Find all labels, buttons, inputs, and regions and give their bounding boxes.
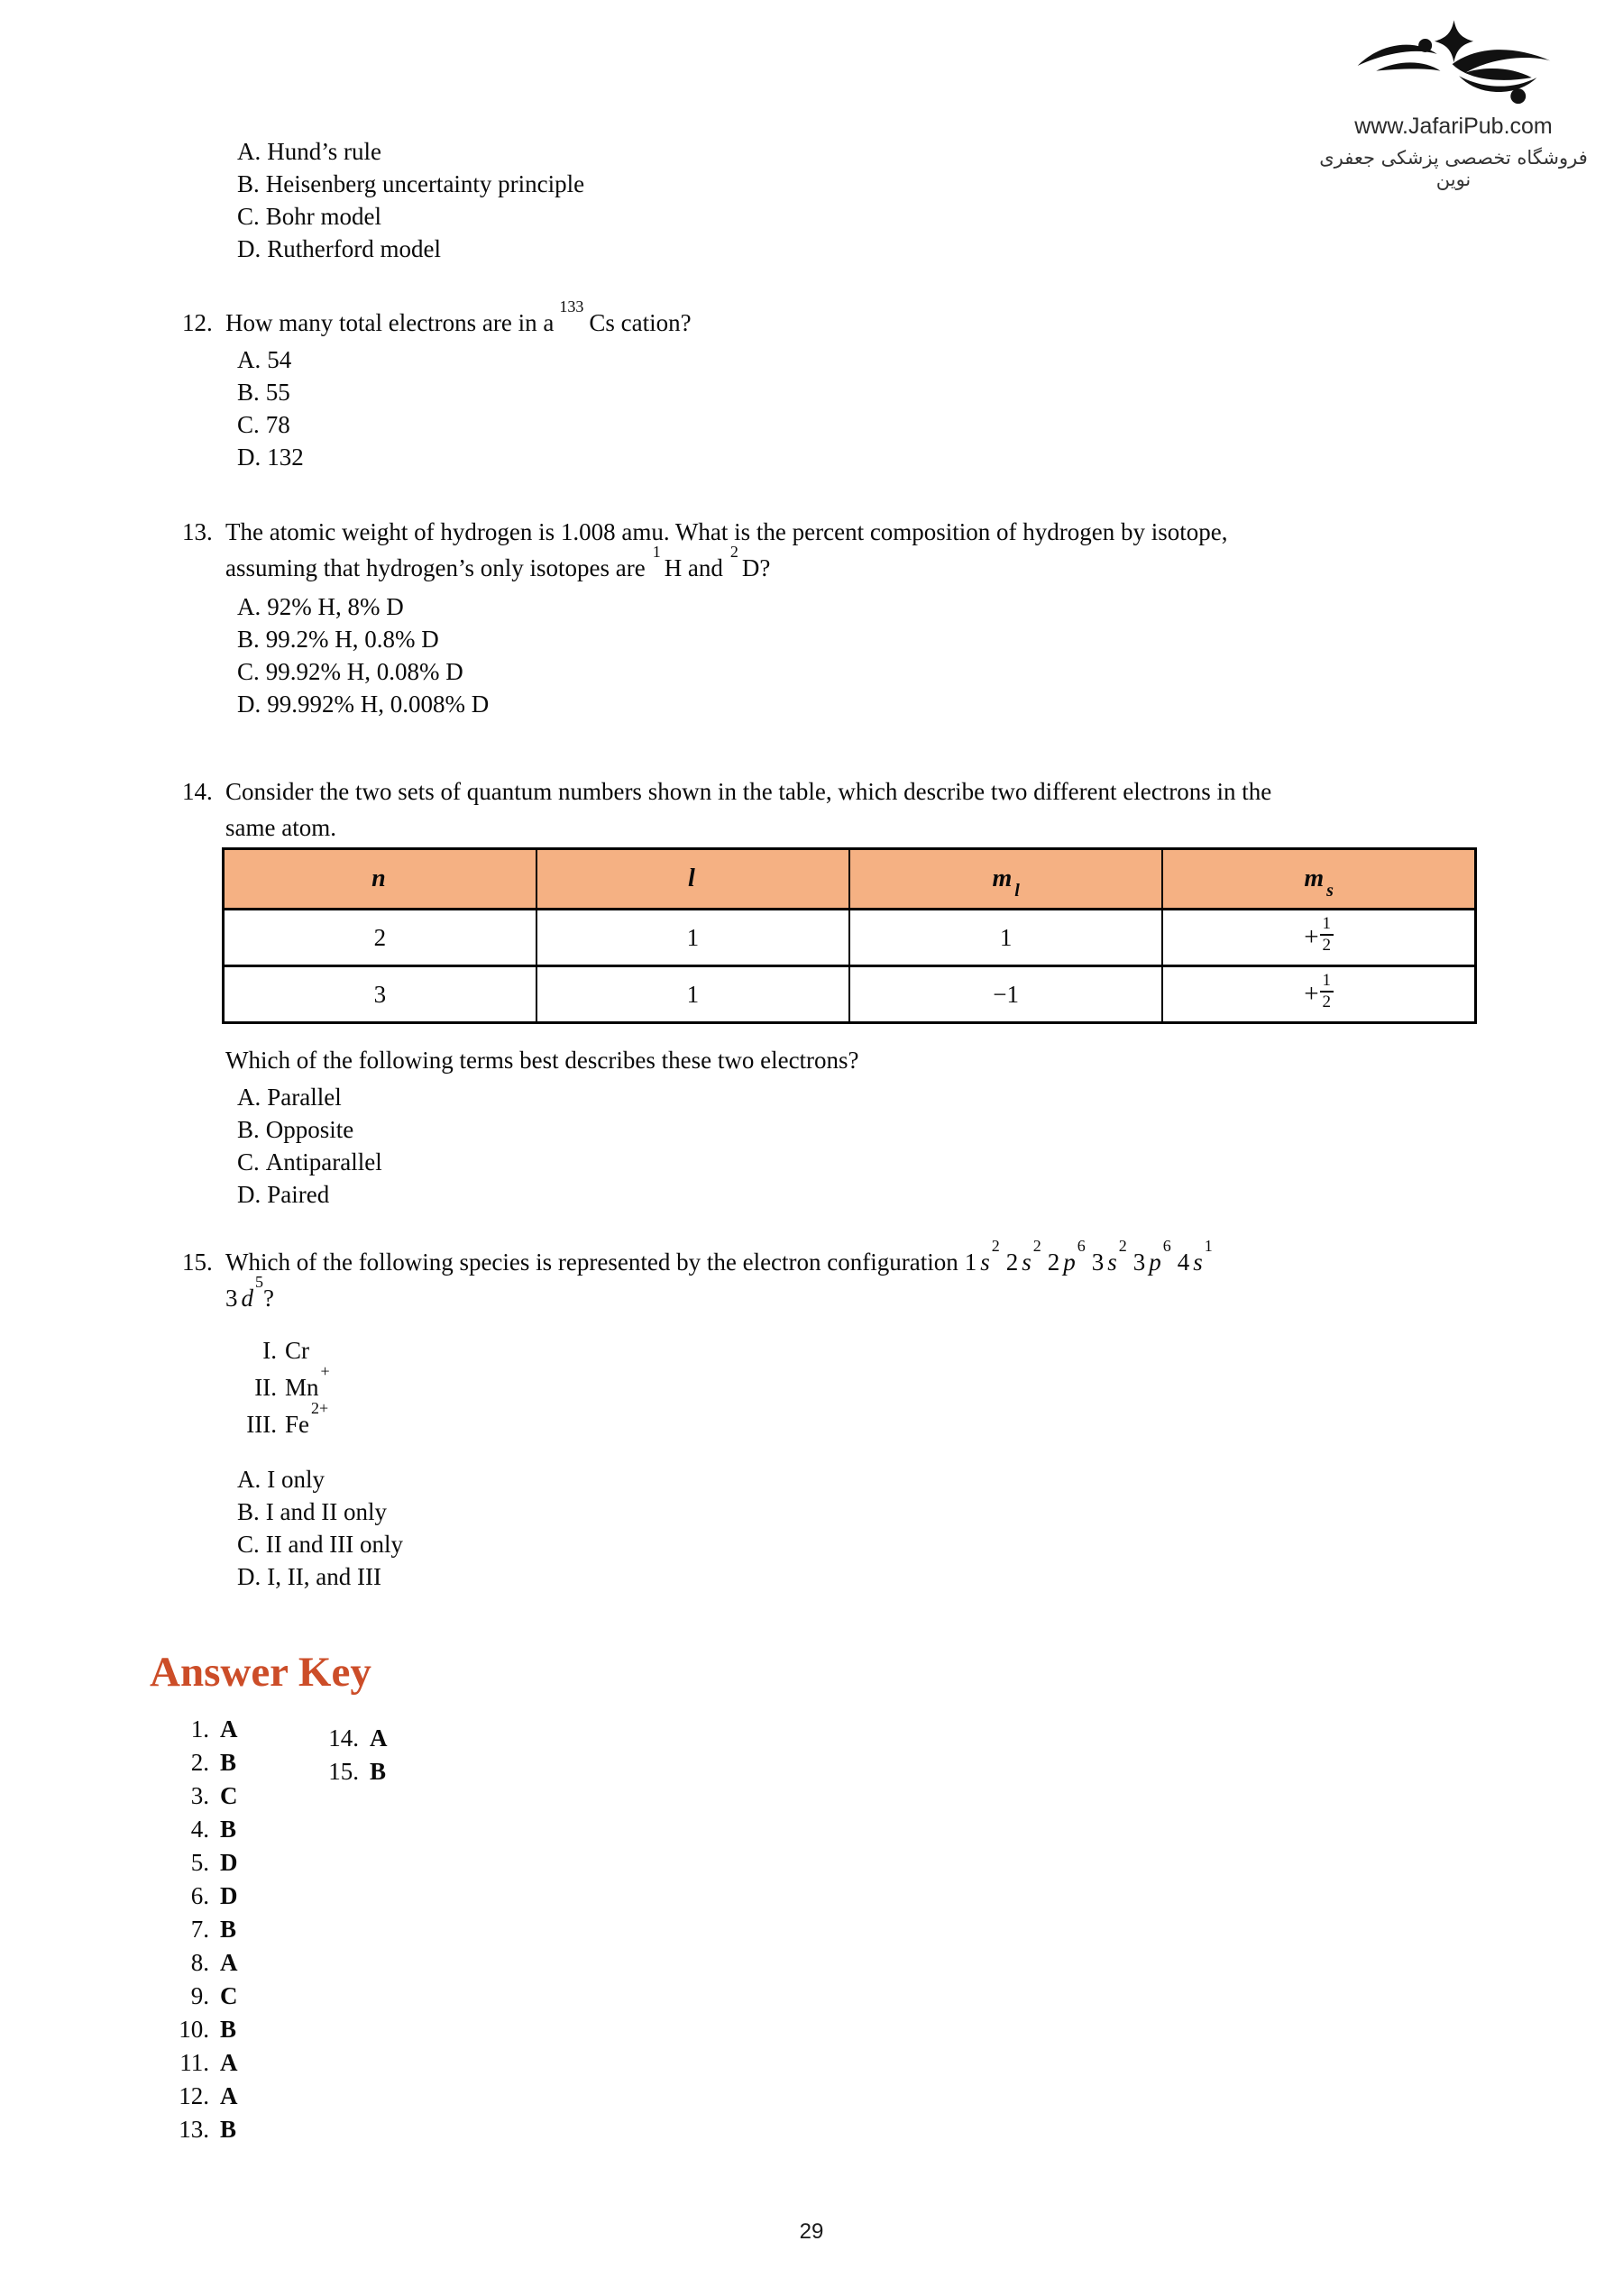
header-l: l [536, 849, 849, 910]
option-text: Heisenberg uncertainty principle [265, 170, 585, 197]
isotope-superscript: 1 [652, 543, 661, 561]
option-text: 78 [265, 411, 290, 438]
answer-key-column-1 [135, 1713, 238, 2146]
option-letter: C. [237, 203, 260, 230]
option-text: I and II only [265, 1498, 387, 1525]
answer-key-heading: Answer Key [150, 1649, 371, 1696]
option-text: 54 [267, 346, 292, 373]
question-15-text [182, 1237, 1213, 1316]
answer-item: 9. C [190, 1982, 238, 2009]
option-letter: B. [237, 1498, 260, 1525]
option-d [237, 688, 1228, 720]
question-text-line2: same atom. [225, 814, 336, 841]
page-number: 29 [799, 2219, 824, 2244]
option-a [237, 590, 1228, 623]
option-letter: A. [237, 1466, 261, 1493]
option-a [237, 343, 692, 376]
cell-ml: −1 [849, 966, 1162, 1023]
cell-l: 1 [536, 910, 849, 966]
cell-ms [1162, 966, 1475, 1023]
fraction: $\frac{1}{2}$ [1320, 972, 1334, 1011]
option-text: 99.992% H, 0.008% D [267, 691, 490, 718]
logo-tagline-farsi: فروشگاه تخصصی پزشکی جعفری نوین [1319, 147, 1588, 190]
option-text: 55 [265, 379, 290, 406]
option-c [237, 408, 692, 441]
option-text: 99.92% H, 0.08% D [265, 658, 463, 685]
question-13-text [182, 514, 1228, 586]
option-text: II and III only [265, 1531, 403, 1558]
question-13-options [237, 590, 1228, 720]
option-letter: A. [237, 1084, 261, 1111]
question-12 [182, 297, 692, 473]
table-row [224, 966, 1476, 1023]
answer-item: 8. A [190, 1949, 238, 1976]
logo-calligraphy-icon [1352, 18, 1555, 112]
option-c [237, 1528, 1213, 1560]
fraction: $\frac{1}{2}$ [1320, 915, 1334, 955]
question-13 [182, 514, 1228, 720]
option-d [237, 233, 584, 265]
question-number: 13. [182, 518, 213, 545]
roman-numeral: I. [262, 1337, 277, 1364]
option-letter: B. [237, 379, 260, 406]
fraction-sign: + [1304, 979, 1319, 1009]
option-letter: A. [237, 593, 261, 620]
quantum-numbers-table [222, 847, 1477, 1024]
answer-item: 13. B [179, 2116, 237, 2143]
option-letter: B. [237, 170, 260, 197]
isotope-superscript: 2 [729, 543, 738, 561]
cell-ml: 1 [849, 910, 1162, 966]
question-text-line1: The atomic weight of hydrogen is 1.008 amu. What is the percent composition of hydrogen by isotope, [225, 518, 1228, 545]
option-letter: D. [237, 691, 261, 718]
answer-item: 15. B [328, 1758, 387, 1785]
option-c [237, 655, 1228, 688]
option-letter: D. [237, 235, 261, 262]
header-ms: m $_s$ [1162, 849, 1475, 910]
roman-item-1 [182, 1332, 1213, 1369]
cell-l: 1 [536, 966, 849, 1023]
question-15-options [237, 1463, 1213, 1593]
question-text-line2 [225, 1273, 1213, 1316]
question-text: assuming that hydrogen’s only isotopes are [225, 554, 646, 581]
option-letter: A. [237, 138, 261, 165]
cell-n: 2 [224, 910, 536, 966]
question-number: 15. [182, 1249, 213, 1276]
option-letter: D. [237, 1563, 261, 1590]
species-text: Fe [285, 1411, 309, 1438]
option-letter: C. [237, 1531, 260, 1558]
question-number: 12. [182, 309, 213, 336]
charge-superscript: + [320, 1362, 330, 1380]
roman-item-2 [182, 1362, 1213, 1406]
option-text: I only [267, 1466, 325, 1493]
config-term: 3 $s^2$ [1091, 1237, 1127, 1276]
cell-ms [1162, 910, 1475, 966]
config-term: 2 $s^2$ [1005, 1237, 1041, 1276]
question-12-options [237, 343, 692, 473]
option-text: Bohr model [265, 203, 382, 230]
question-text-line1: Consider the two sets of quantum numbers shown in the table, which describe two different electrons in the [225, 778, 1272, 805]
answer-item: 5. D [190, 1849, 238, 1876]
option-letter: C. [237, 1148, 260, 1175]
config-term: 4 $s^1$ [1177, 1237, 1213, 1276]
answer-item: 11. A [179, 2049, 238, 2076]
option-b [237, 1113, 859, 1146]
option-b [237, 168, 584, 200]
option-letter: B. [237, 1116, 260, 1143]
header-ml: m $_l$ [849, 849, 1162, 910]
mass-number-superscript: 133 [559, 297, 584, 316]
option-b [237, 376, 692, 408]
option-text: Parallel [267, 1084, 342, 1111]
answer-item: 6. D [190, 1882, 238, 1909]
option-text: 99.2% H, 0.8% D [265, 626, 439, 653]
answer-item: 12. A [179, 2082, 238, 2109]
option-a [237, 135, 584, 168]
option-letter: D. [237, 444, 261, 471]
question-text: Cs cation? [589, 309, 692, 336]
roman-numeral: III. [246, 1411, 277, 1438]
question-14-options [237, 1081, 859, 1211]
option-b [237, 1496, 1213, 1528]
table-row [224, 910, 1476, 966]
option-d [237, 1560, 1213, 1593]
option-a [237, 1463, 1213, 1496]
option-text: Hund’s rule [267, 138, 381, 165]
fraction-sign: + [1304, 922, 1319, 952]
option-text: Paired [267, 1181, 330, 1208]
config-term: 3 $d^5$ [225, 1273, 263, 1312]
question-14 [182, 773, 1271, 846]
option-letter: D. [237, 1181, 261, 1208]
option-d [237, 1178, 859, 1211]
question-number: 14. [182, 778, 213, 805]
option-text: Opposite [265, 1116, 354, 1143]
question-12-text [182, 297, 692, 339]
roman-item-3 [182, 1399, 1213, 1443]
question-text-line1 [225, 1237, 1213, 1280]
question-14-followup [225, 1044, 859, 1211]
option-letter: B. [237, 626, 260, 653]
answer-key-column-2 [307, 1722, 388, 1788]
option-text: 132 [267, 444, 304, 471]
answer-item: 2. B [190, 1749, 237, 1776]
option-c [237, 200, 584, 233]
question-text: How many total electrons are in a [225, 309, 555, 336]
species-text: Cr [285, 1337, 309, 1364]
option-d [237, 441, 692, 473]
site-logo [1309, 18, 1598, 190]
option-c [237, 1146, 859, 1178]
answer-item: 1. A [190, 1715, 238, 1743]
table-header-row [224, 849, 1476, 910]
header-n: n [224, 849, 536, 910]
answer-item: 14. A [328, 1724, 388, 1752]
cell-n: 3 [224, 966, 536, 1023]
answer-item: 4. B [190, 1816, 237, 1843]
question-text: Which of the following species is represented by the electron configuration [225, 1249, 958, 1276]
answer-item: 3. C [190, 1782, 238, 1809]
roman-numeral: II. [254, 1374, 277, 1401]
option-letter: C. [237, 658, 260, 685]
option-text: Antiparallel [265, 1148, 382, 1175]
question-text: ? [263, 1285, 274, 1312]
answer-item: 7. B [190, 1916, 237, 1943]
option-a [237, 1081, 859, 1113]
question-text: D? [741, 554, 771, 581]
question-15-roman-items [182, 1332, 1213, 1443]
species-text: Mn [285, 1374, 319, 1401]
option-letter: A. [237, 346, 261, 373]
option-letter: C. [237, 411, 260, 438]
question-text: H and [664, 554, 723, 581]
option-text: 92% H, 8% D [267, 593, 404, 620]
option-b [237, 623, 1228, 655]
charge-superscript: 2+ [311, 1399, 329, 1417]
option-text: I, II, and III [267, 1563, 381, 1590]
config-term: 3 $p^6$ [1132, 1237, 1171, 1276]
question-text-line2 [225, 543, 1228, 586]
option-text: Rutherford model [267, 235, 441, 262]
question-15 [182, 1237, 1213, 1593]
config-term: 2 $p^6$ [1047, 1237, 1086, 1276]
question-14-text [182, 773, 1271, 846]
logo-url: www.JafariPub.com [1354, 114, 1553, 139]
question-text: Which of the following terms best describes these two electrons? [225, 1047, 859, 1074]
config-term: 1 $s^2$ [964, 1237, 1000, 1276]
question-11-options [237, 135, 584, 265]
answer-item: 10. B [179, 2016, 237, 2043]
